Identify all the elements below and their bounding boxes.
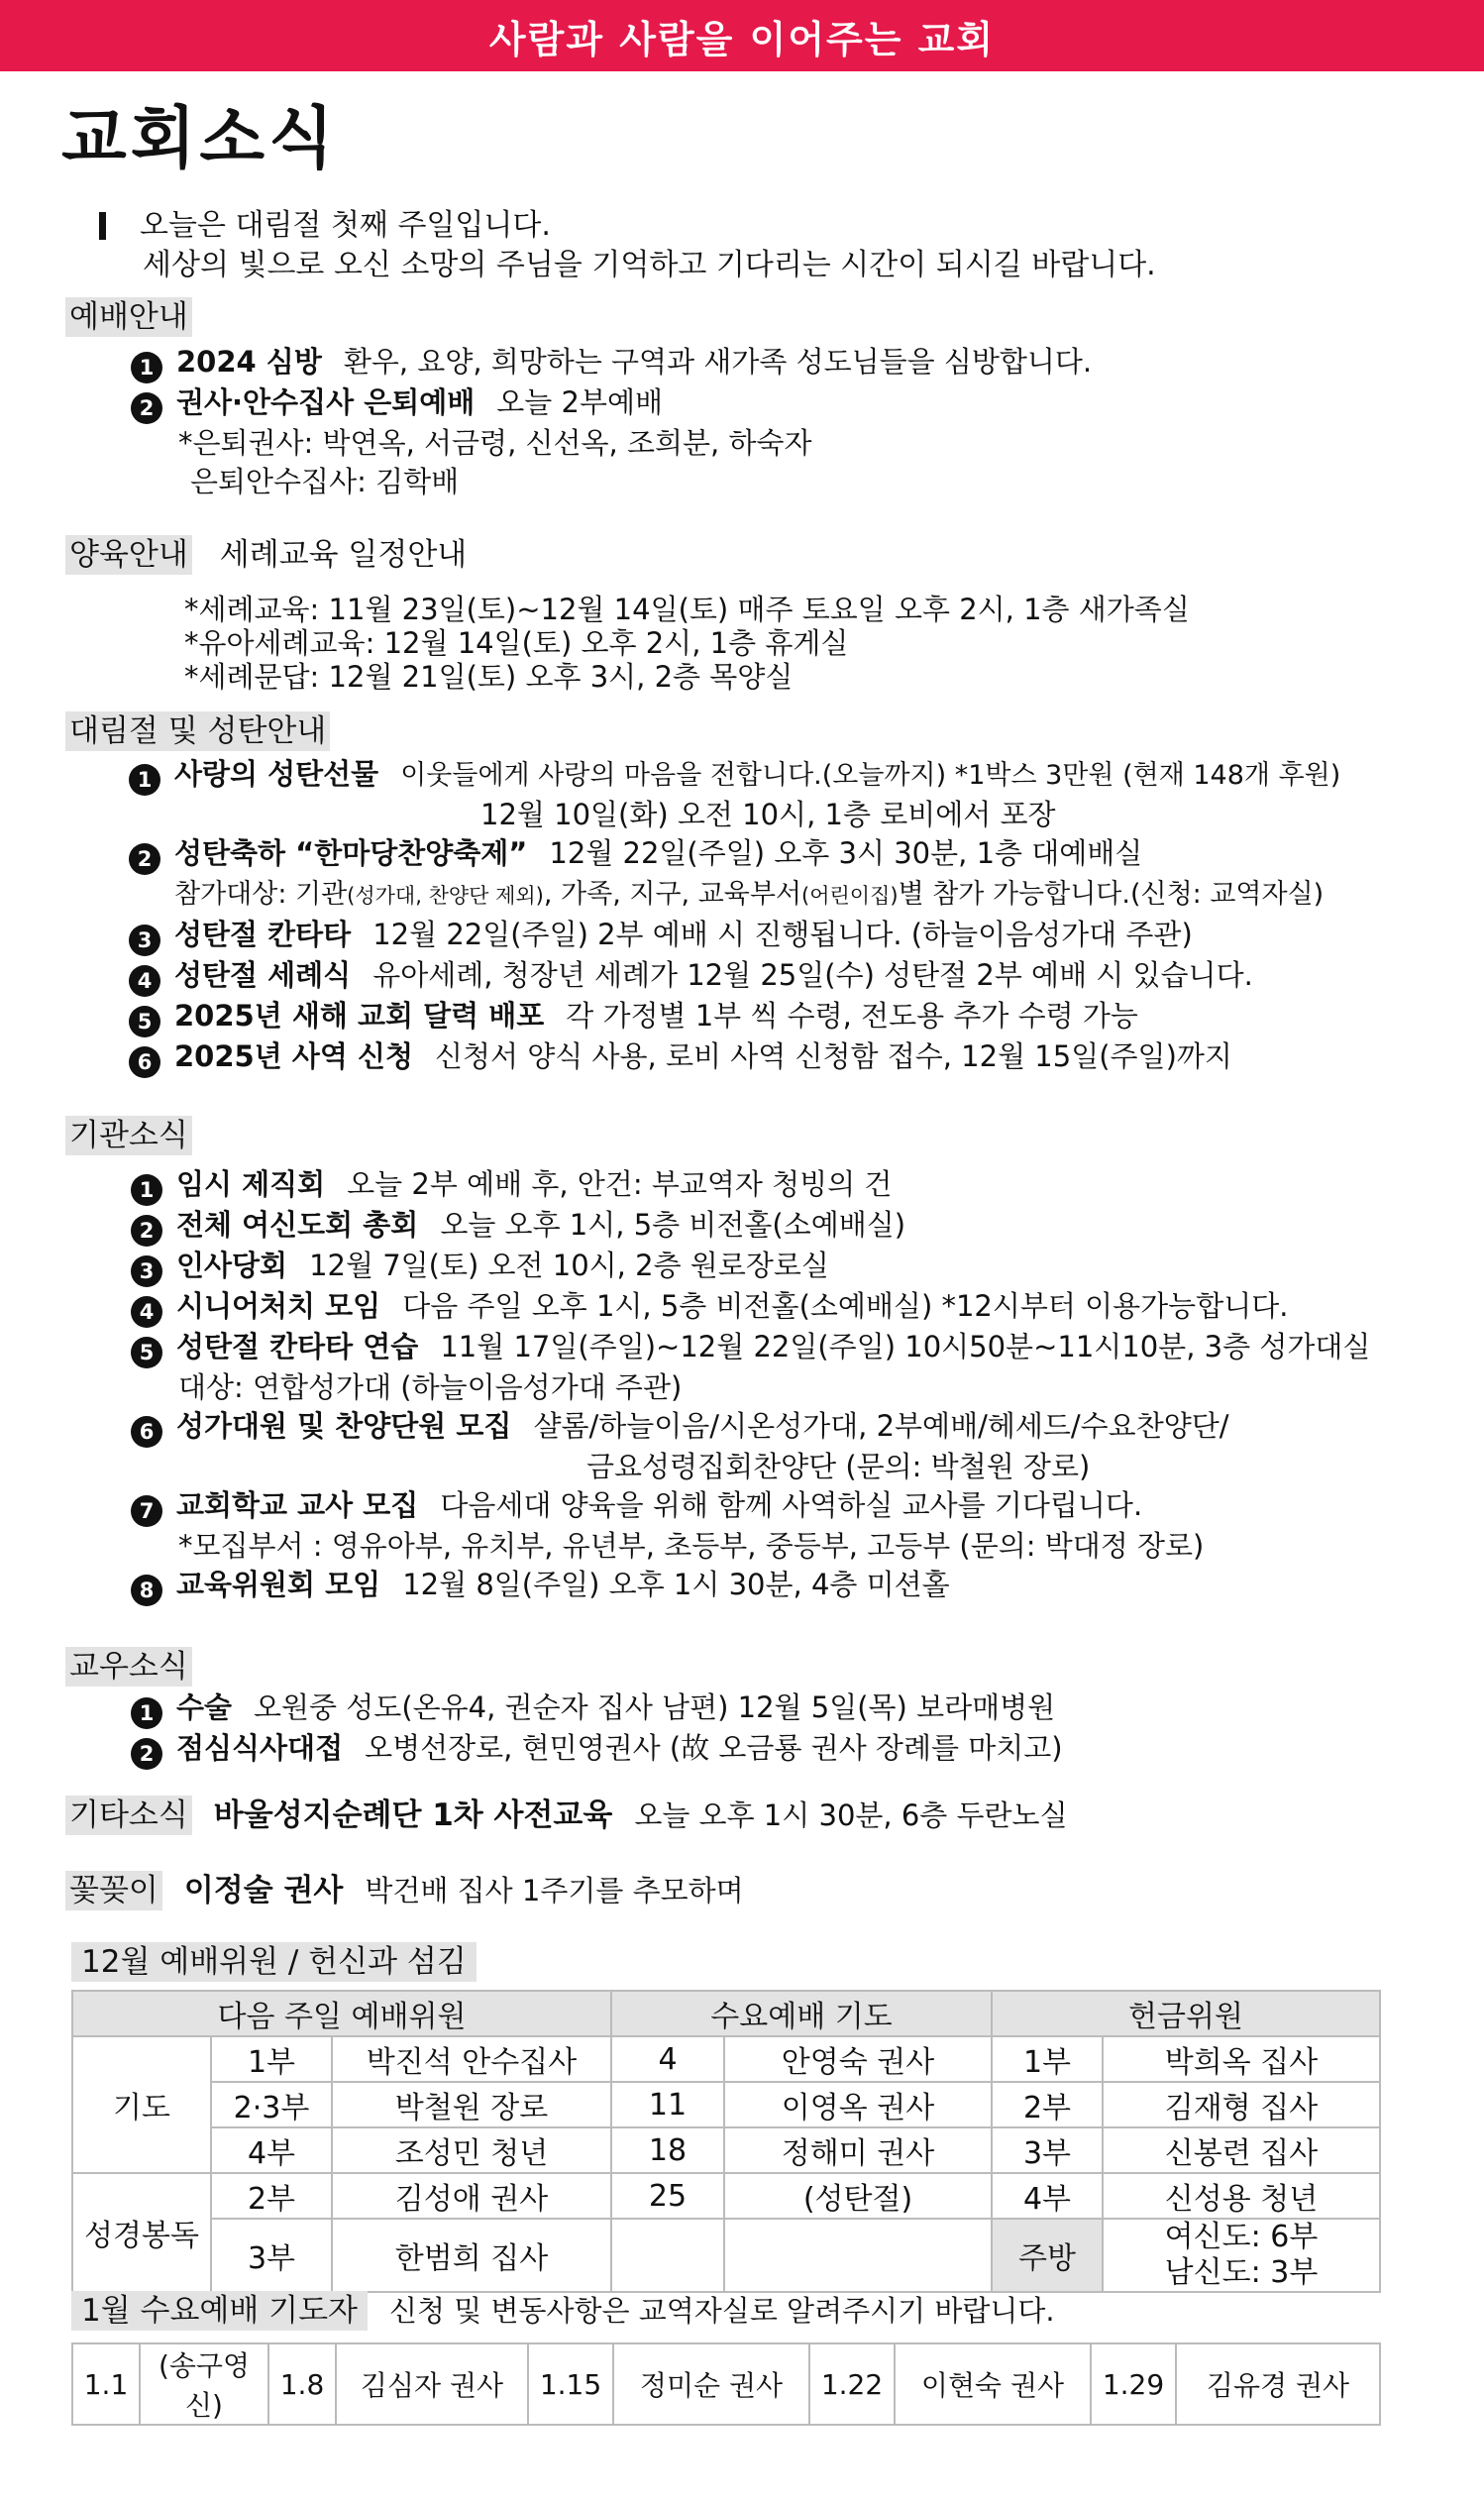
section-worship bbox=[65, 297, 1432, 501]
list-item: 5 성탄절 칸타타 연습 11월 17일(주일)~12월 22일(주일) 10시50분~11시10분, 3층 성가대실 bbox=[131, 1328, 1432, 1368]
section-tag: 기관소식 bbox=[65, 1116, 192, 1155]
list-item: 1 사랑의 성탄선물 이웃들에게 사랑의 마음을 전합니다.(오늘까지) *1박스 3만원 (현재 148개 후원) bbox=[129, 755, 1432, 796]
list-item: *세례교육: 11월 23일(토)~12월 14일(토) 매주 토요일 오후 2시, 1층 새가족실 bbox=[184, 593, 1190, 626]
list-item: 2 전체 여신도회 총회 오늘 오후 1시, 5층 비전홀(소예배실) bbox=[131, 1206, 1432, 1247]
intro-line-2: 세상의 빛으로 오신 소망의 주님을 기억하고 기다리는 시간이 되시길 바랍니다. bbox=[143, 248, 1156, 282]
section-etc: 기타소식 바울성지순례단 1차 사전교육 오늘 오후 1시 30분, 6층 두란노실 bbox=[65, 1796, 1068, 1835]
january-table: 1.1 (송구영신) 1.8 김심자 권사 1.15 정미순 권사 1.22 이현숙 권사 1.29 김유경 권사 bbox=[71, 2342, 1381, 2426]
bullet-bar bbox=[99, 212, 106, 240]
list-subitem: *모집부서 : 영유아부, 유치부, 유년부, 초등부, 중등부, 고등부 (문의: 박대정 장로) bbox=[178, 1529, 1205, 1563]
list-item: 7 교회학교 교사 모집 다음세대 양육을 위해 함께 사역하실 교사를 기다립니다. bbox=[131, 1486, 1432, 1527]
number-badge: 2 bbox=[131, 392, 162, 424]
list-item: 1 2024 심방 환우, 요양, 희망하는 구역과 새가족 성도님들을 심방합니다. bbox=[131, 343, 1432, 383]
schedule-table: 다음 주일 예배위원 수요예배 기도 헌금위원 기도 1부 박진석 안수집사 4 안영숙 권사 1부 박희옥 집사 2·3부 박철원 장로 11 이영옥 권사 2부 김재형 집사 4부 조성민 청년 18 정해미 권사 3부 신봉련 집사 성경봉독 2부 김성애 권사 25 (성탄절) 4부 신성용 청년 3부 한범희 집사 주방 여신도: 6부 남신도: 3부 bbox=[71, 1990, 1381, 2293]
page-title: 교회소식 bbox=[61, 99, 338, 178]
list-item: 4 성탄절 세례식 유아세례, 청장년 세례가 12월 25일(수) 성탄절 2부 예배 시 있습니다. bbox=[129, 956, 1432, 997]
section-advent bbox=[65, 711, 1432, 1078]
section-tag: 예배안내 bbox=[65, 297, 192, 337]
list-item: 5 2025년 새해 교회 달력 배포 각 가정별 1부 씩 수령, 전도용 추가 수령 가능 bbox=[129, 997, 1432, 1037]
list-subitem: 대상: 연합성가대 (하늘이음성가대 주관) bbox=[178, 1370, 683, 1404]
list-item: 2 성탄축하 “한마당찬양축제” 12월 22일(주일) 오후 3시 30분, 1층 대예배실 bbox=[129, 834, 1432, 875]
list-item: 2 점심식사대접 오병선장로, 현민영권사 (故 오금룡 권사 장례를 마치고) bbox=[131, 1729, 1432, 1770]
section-january: 1월 수요예배 기도자 신청 및 변동사항은 교역자실로 알려주시기 바랍니다. bbox=[71, 2291, 1055, 2331]
list-subitem: 참가대상: 기관(성가대, 찬양단 제외), 가족, 지구, 교육부서(어린이집)별 참가 가능합니다.(신청: 교역자실) bbox=[174, 879, 1325, 910]
list-item: 4 시니어처치 모임 다음 주일 오후 1시, 5층 비전홀(소예배실) *12시부터 이용가능합니다. bbox=[131, 1287, 1432, 1328]
list-item: 3 인사당회 12월 7일(토) 오전 10시, 2층 원로장로실 bbox=[131, 1247, 1432, 1287]
list-item: 6 성가대원 및 찬양단원 모집 샬롬/하늘이음/시온성가대, 2부예배/헤세드/수요찬양단/ bbox=[131, 1407, 1432, 1448]
section-schedule: 12월 예배위원 / 헌신과 섬김 bbox=[71, 1942, 477, 1982]
list-item: 1 임시 제직회 오늘 2부 예배 후, 안건: 부교역자 청빙의 건 bbox=[131, 1165, 1432, 1206]
list-item: 1 수술 오원중 성도(온유4, 권순자 집사 남편) 12월 5일(목) 보라매병원 bbox=[131, 1688, 1432, 1729]
list-item: 2 권사·안수집사 은퇴예배 오늘 2부예배 bbox=[131, 383, 1432, 424]
section-org bbox=[65, 1116, 1432, 1606]
intro bbox=[99, 206, 1446, 285]
list-subitem: 12월 10일(화) 오전 10시, 1층 로비에서 포장 bbox=[480, 798, 1056, 831]
header-banner: 사람과 사람을 이어주는 교회 bbox=[0, 0, 1484, 71]
list-subitem: *은퇴권사: 박연옥, 서금령, 신선옥, 조희분, 하숙자 bbox=[178, 426, 812, 460]
section-members bbox=[65, 1647, 1432, 1770]
list-item: *세례문답: 12월 21일(토) 오후 3시, 2층 목양실 bbox=[184, 660, 794, 694]
list-subitem: 은퇴안수집사: 김학배 bbox=[190, 465, 460, 498]
list-item: *유아세례교육: 12월 14일(토) 오후 2시, 1층 휴게실 bbox=[184, 626, 849, 660]
section-nurture: 양육안내 세례교육 일정안내 *세례교육: 11월 23일(토)~12월 14일(토) 매주 토요일 오후 2시, 1층 새가족실 *유아세례교육: 12월 14일(토) 오후 2시, 1층 휴게실 *세례문답: 12월 21일(토) 오후 3시, 2층 목양실 bbox=[65, 529, 1432, 694]
list-item: 3 성탄절 칸타타 12월 22일(주일) 2부 예배 시 진행됩니다. (하늘이음성가대 주관) bbox=[129, 916, 1432, 956]
section-tag: 교우소식 bbox=[65, 1647, 192, 1687]
list-subitem: 금요성령집회찬양단 (문의: 박철원 장로) bbox=[586, 1450, 1091, 1483]
section-tag: 대림절 및 성탄안내 bbox=[65, 711, 330, 751]
intro-line-1: 오늘은 대림절 첫째 주일입니다. bbox=[140, 208, 551, 243]
list-item: 6 2025년 사역 신청 신청서 양식 사용, 로비 사역 신청함 접수, 12월 15일(주일)까지 bbox=[129, 1037, 1432, 1078]
section-tag: 양육안내 bbox=[65, 535, 192, 575]
list-item: 8 교육위원회 모임 12월 8일(주일) 오후 1시 30분, 4층 미션홀 bbox=[131, 1566, 1432, 1606]
number-badge: 1 bbox=[131, 352, 162, 383]
section-flower: 꽃꽂이 이정술 권사 박건배 집사 1주기를 추모하며 bbox=[65, 1871, 744, 1910]
